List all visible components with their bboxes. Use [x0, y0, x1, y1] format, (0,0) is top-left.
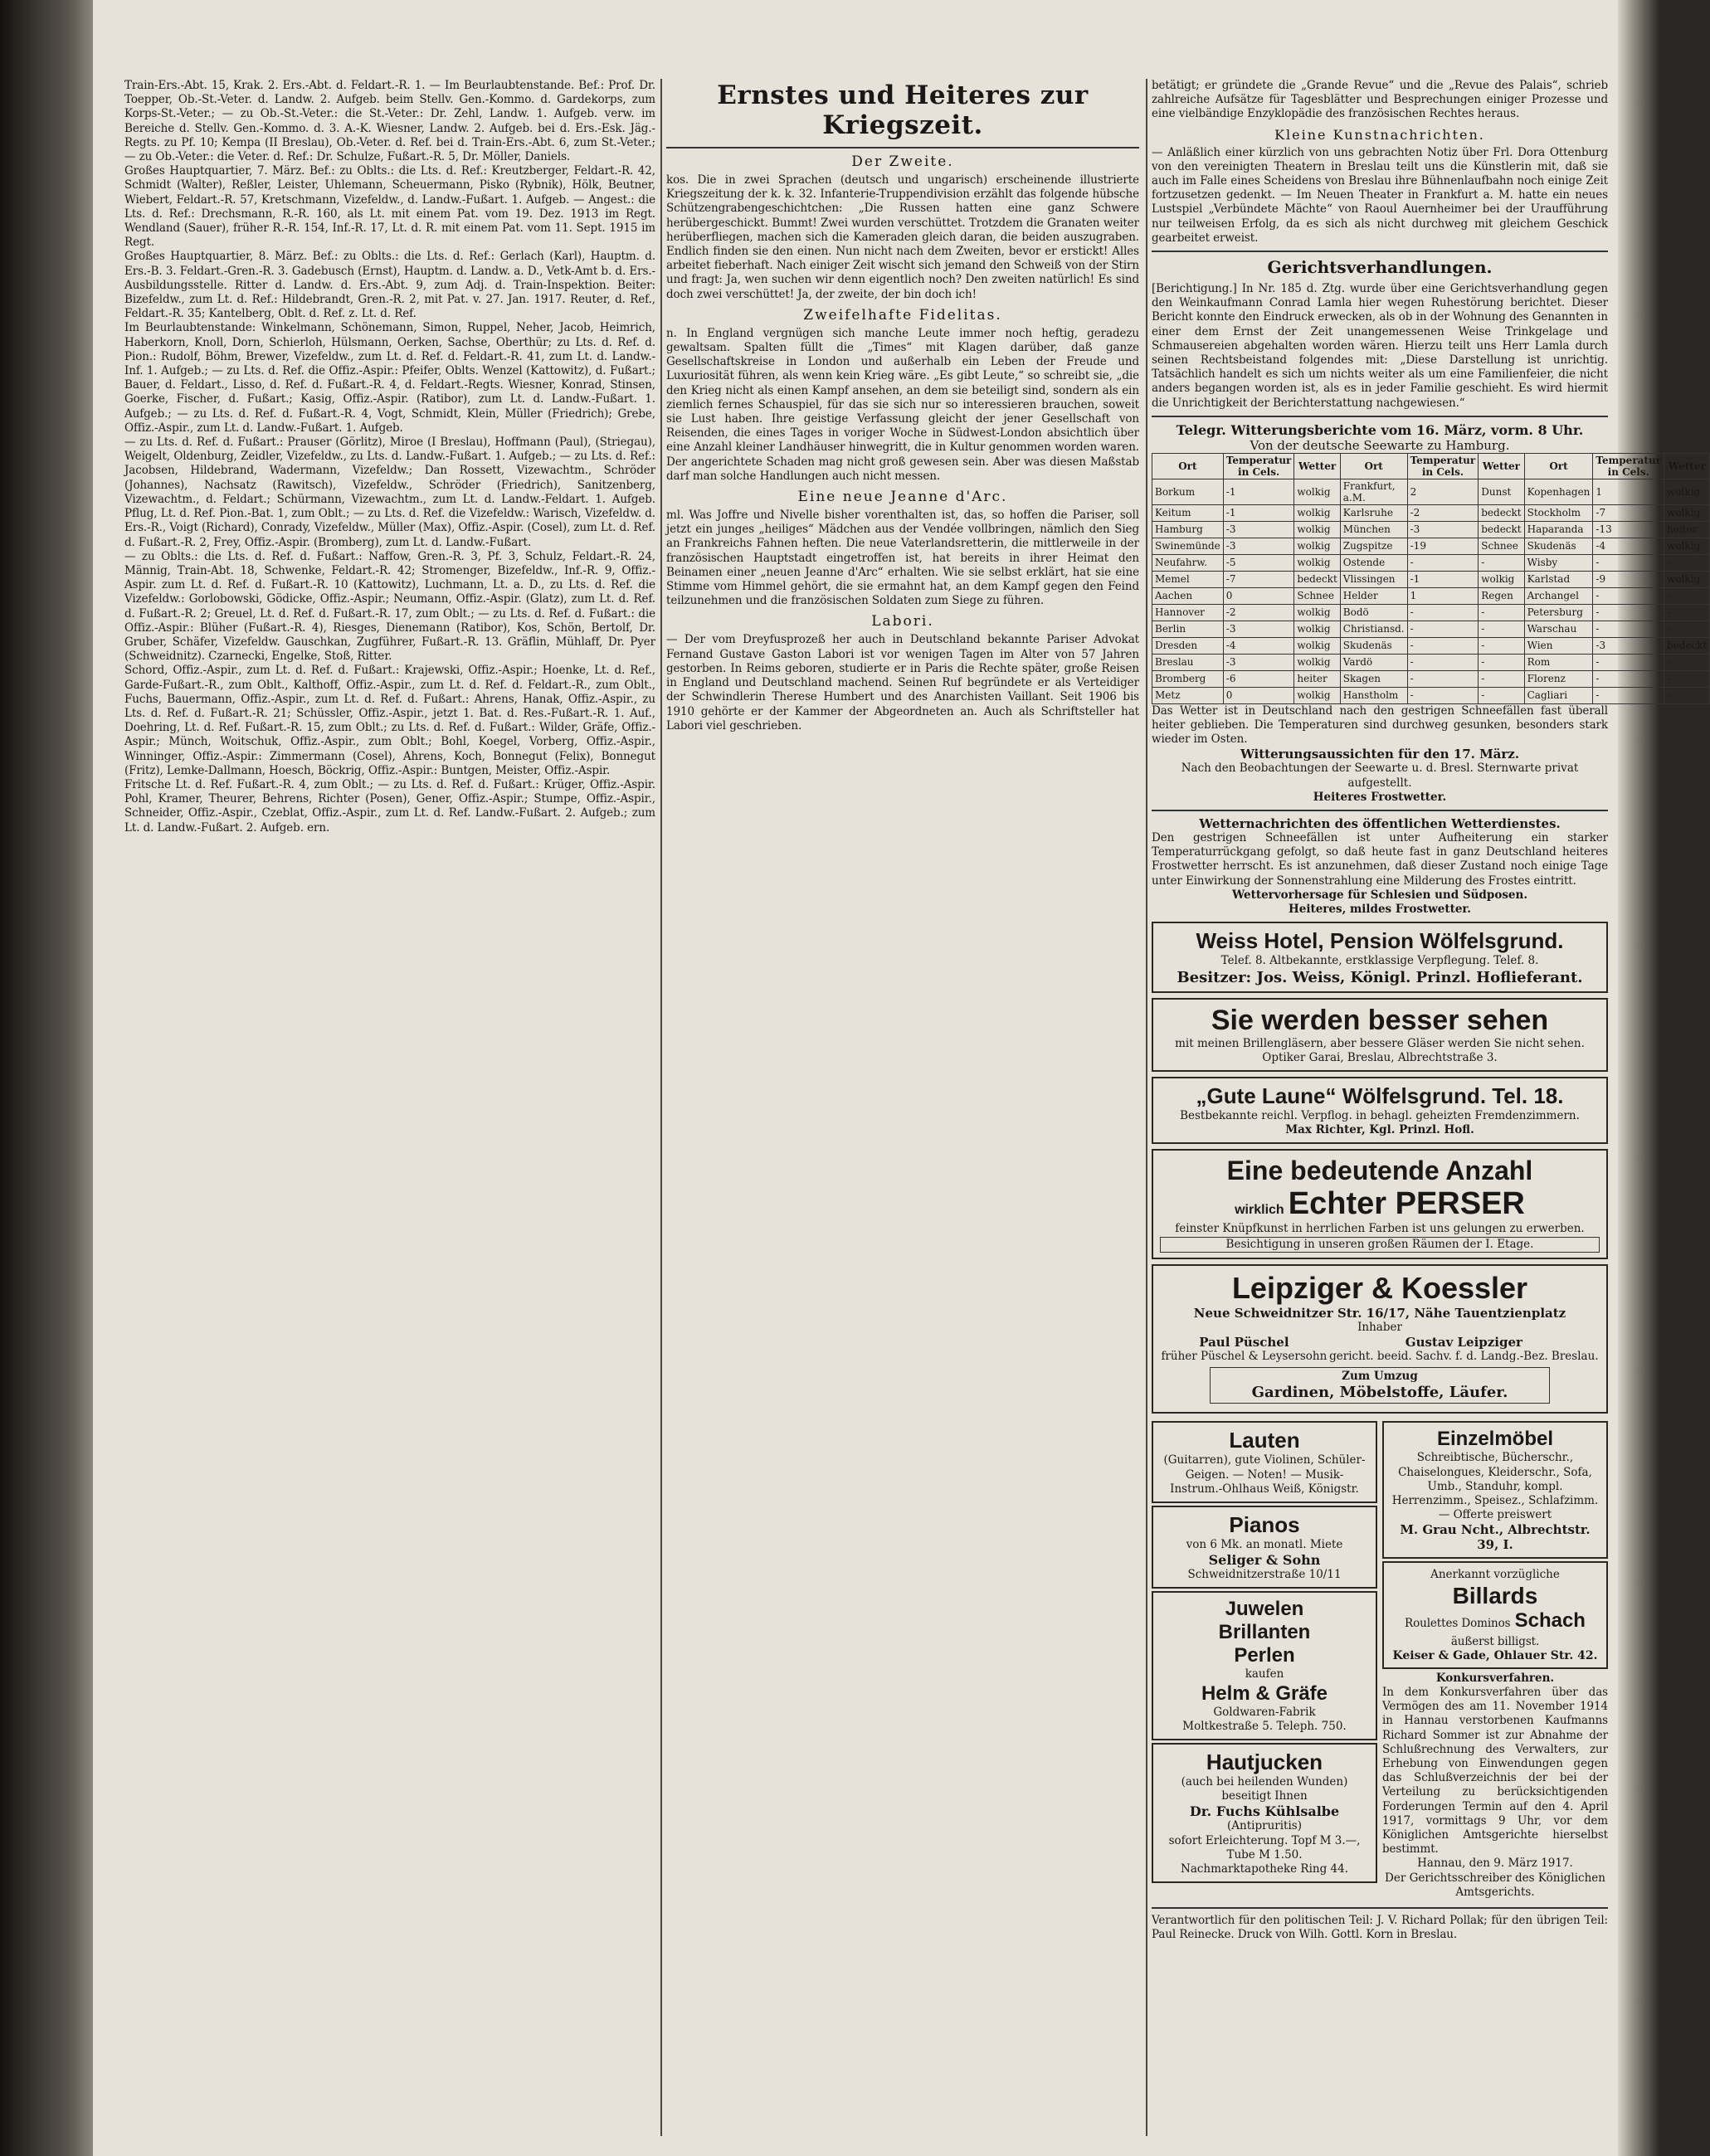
weather-cell: wolkig — [1294, 521, 1340, 538]
weather-row — [1152, 637, 1710, 654]
weather-cell: München — [1340, 521, 1407, 538]
weather-cell: Haparanda — [1524, 521, 1593, 538]
weather-row — [1152, 670, 1710, 687]
weather-cell: heiter — [1294, 670, 1340, 687]
weather-cell: Wisby — [1524, 554, 1593, 571]
weather-cell: Rom — [1524, 654, 1593, 670]
ad-title: Pianos — [1229, 1511, 1300, 1537]
col-header: Temperatur in Cels. — [1407, 453, 1479, 479]
ad-title: Hautjucken — [1206, 1749, 1323, 1774]
weather-report — [1152, 421, 1708, 917]
ad-billards — [1382, 1561, 1608, 1668]
weather-cell: Dresden — [1152, 637, 1224, 654]
ad-lauten — [1152, 1421, 1377, 1503]
weather-cell: Skudenäs — [1340, 637, 1407, 654]
ad-optiker — [1152, 998, 1608, 1072]
weather-cell: Regen — [1479, 587, 1524, 604]
weather-cell: 1 — [1593, 479, 1664, 504]
weather-cell: Hanstholm — [1340, 687, 1407, 703]
weather-cell: wolkig — [1664, 538, 1710, 554]
ad-line: Nachmarktapotheke Ring 44. — [1181, 1862, 1348, 1876]
weather-cell: Skudenäs — [1524, 538, 1593, 554]
weather-cell: - — [1407, 554, 1479, 571]
ad-title: Leipziger & Koessler — [1231, 1270, 1528, 1305]
ad-title: Sie werden besser sehen — [1211, 1004, 1549, 1036]
weather-cell: Vardö — [1340, 654, 1407, 670]
weather-cell: - — [1479, 654, 1524, 670]
weather-cell: Wien — [1524, 637, 1593, 654]
ad-line: sofort Erleichterung. Topf M 3.—, Tube M 1.50. — [1168, 1833, 1361, 1862]
weather-cell: heiter — [1664, 521, 1710, 538]
weather-row — [1152, 521, 1710, 538]
weather-cell: bedeckt — [1294, 571, 1340, 587]
weather-cell: Archangel — [1524, 587, 1593, 604]
weather-row — [1152, 621, 1710, 637]
section-text: — Der vom Dreyfusprozeß her auch in Deutschland bekannte Pariser Advokat Fernand Gustave Gaston Labori ist vor wenigen Tagen im Alter von 57 Jahren gestorben. In Reims geboren, studierte er in Paris die Rechte später, große Reisen in England und Deutschland machend. Seinen Ruf begründete er als Verteidiger der Schwindlerin Therese Humbert und des Anarchisten Vaillant. Seit 1906 bis 1910 gehörte er der Kammer der Abgeordneten an. Auch als Schriftsteller hat Labori viel geschrieben. — [666, 633, 1139, 732]
weather-cell: Karlstad — [1524, 571, 1593, 587]
weather-row — [1152, 554, 1710, 571]
weather-row — [1152, 604, 1710, 621]
right-column — [1152, 79, 1708, 2140]
book-edge-right — [1618, 0, 1659, 2156]
ad-box — [1210, 1367, 1550, 1404]
col-header: Temperatur in Cels. — [1593, 453, 1664, 479]
weather-service-title: Wetternachrichten des öffentlichen Wetterdienstes. — [1199, 816, 1561, 832]
ad-title: Weiss Hotel, Pension Wölfelsgrund. — [1196, 928, 1564, 954]
divider — [666, 147, 1139, 148]
weather-header-row — [1152, 453, 1710, 479]
ad-hautjucken — [1152, 1743, 1377, 1883]
forecast-sub: Nach den Beobachtungen der Seewarte u. d. Bresl. Sternwarte privat aufgestellt. — [1181, 762, 1579, 790]
section-text: [Berichtigung.] In Nr. 185 d. Ztg. wurde über eine Gerichtsverhandlung gegen den Weinkaufmann Conrad Lamla hier wegen Ruhestörung berichtet. Dieser Bericht konnte den Eindruck erwecken, als ob in der Wohnung des Genannten in einer dem Ernst der Zeit unangemessenen Weise Trinkgelage und Schmausereien abgehalten worden wären. Hierzu teilt uns Herr Lamla durch seinen Rechtsbeistand folgendes mit: „Diese Darstellung ist unrichtig. Tatsächlich handelt es sich um nichts weiter als um eine Familienfeier, die nicht anders begangen worden ist, als es in jeder Familie geschieht. Es wird hiermit die Unrichtigkeit der Berichterstattung nachgewiesen.“ — [1152, 282, 1608, 410]
column-rule-2 — [1146, 79, 1147, 2136]
col-header: Wetter — [1294, 453, 1340, 479]
weather-cell: - — [1664, 554, 1710, 571]
weather-cell: -3 — [1223, 621, 1294, 637]
weather-cell: 2 — [1407, 479, 1479, 504]
weather-cell: - — [1593, 621, 1664, 637]
weather-cell: - — [1664, 621, 1710, 637]
section-title: Gerichtsverhandlungen. — [1267, 257, 1493, 278]
left-column-personnel-notices — [124, 79, 655, 2140]
weather-cell: Berlin — [1152, 621, 1224, 637]
weather-cell: Petersburg — [1524, 604, 1593, 621]
weather-cell: wolkig — [1294, 637, 1340, 654]
divider — [1152, 810, 1608, 811]
weather-cell: -2 — [1223, 604, 1294, 621]
ad-line: (Guitarren), gute Violinen, Schüler-Geigen. — Noten! — Musik-Instrum.-Ohlhaus Weiß, Königstr. — [1163, 1453, 1366, 1496]
weather-cell: Hamburg — [1152, 521, 1224, 538]
ad-line: M. Grau Ncht., Albrechtstr. 39, I. — [1400, 1522, 1591, 1553]
ad-line: Schach — [1514, 1608, 1586, 1632]
notice-date: Hannau, den 9. März 1917. — [1417, 1857, 1573, 1871]
ad-line: (Antipruritis) — [1227, 1819, 1302, 1833]
weather-cell: Zugspitze — [1340, 538, 1407, 554]
weather-cell: Memel — [1152, 571, 1224, 587]
weather-cell: bedeckt — [1479, 521, 1524, 538]
weather-cell: - — [1664, 670, 1710, 687]
feuilleton-headline: Ernstes und Heiteres zur Kriegszeit. — [717, 80, 1089, 140]
notice-paragraph: Train-Ers.-Abt. 15, Krak. 2. Ers.-Abt. d. Feldart.-R. 1. — Im Beurlaubtenstande. Bef.: Prof. Dr. Toepper, Ob.-St.-Veter. d. Landw. 2. Aufgeb. beim Stellv. Gen.-Kommo. d. Gardekorps, zum Korps-St.-Veter.; — zu Ob.-St.-Veter.: die St.-Veter.: Dr. Zehl, Landw. 1. Aufgeb. verw. im Bereiche d. Stellv. Gen.-Kommo. d. 3. A.-K. Wiesner, Landw. 2. Aufgeb. bei d. Ers.-Esk. Jäg.-Regts. zu Pf. 10; Kempa (II Breslau), Ob.-Veter. d. Ref. bei d. Train-Ers.-Abt. 6, zum St.-Veter.; — zu Ob.-Veter.: die Veter. d. Ref.: Dr. Schulze, Fußart.-R. 5, Dr. Möller, Daniels. — [124, 79, 655, 164]
weather-cell: Neufahrw. — [1152, 554, 1224, 571]
regional-forecast-title: Wettervorhersage für Schlesien und Südposen. — [1231, 888, 1528, 902]
notice-paragraph: Großes Hauptquartier, 7. März. Bef.: zu Oblts.: die Lts. d. Ref.: Kreutzberger, Feldart.-R. 42, Schmidt (Walter), Reßler, Leister, Uhlemann, Scheuermann, Pisko (Rybnik), Hölk, Beutner, Wiebert, Feldart.-R. 57, Kretschmann, Vizefeldw., d. Landw.-Fußart. 1. Aufgeb. — Angest.: die Lts. d. Ref.: Drechsmann, R.-R. 160, als Lt. mit einem Pat. vom 19. Dez. 1913 im Regt. Wendland (Sauer), früher R.-R. 154, Inf.-R. 17, Lt. d. R. mit einem Pat. vom 11. Sept. 1915 im Regt. — [124, 164, 655, 250]
weather-cell: -3 — [1223, 521, 1294, 538]
ad-line: Zum Umzug — [1342, 1370, 1418, 1384]
ad-line: Dr. Fuchs Kühlsalbe — [1189, 1803, 1340, 1820]
weather-row — [1152, 687, 1710, 703]
weather-cell: -13 — [1593, 521, 1664, 538]
weather-cell: Bromberg — [1152, 670, 1224, 687]
ad-line: Schreibtische, Bücherschr., Chaiselongues, Kleiderschr., Sofa, Umb., Standuhr, kompl. Herrenzimm., Speisez., Schlafzimm. — Offerte preiswert — [1391, 1451, 1599, 1522]
weather-cell: -3 — [1223, 538, 1294, 554]
ad-line: von 6 Mk. an monatl. Miete — [1186, 1537, 1343, 1551]
weather-cell: - — [1407, 604, 1479, 621]
ad-line: Inhaber — [1357, 1320, 1402, 1334]
ad-weiss-hotel — [1152, 922, 1608, 992]
weather-cell: - — [1407, 670, 1479, 687]
weather-cell: 1 — [1407, 587, 1479, 604]
weather-cell: - — [1664, 604, 1710, 621]
ad-line-combined — [1160, 1186, 1600, 1222]
weather-cell: wolkig — [1294, 554, 1340, 571]
notice-paragraph: Im Beurlaubtenstande: Winkelmann, Schönemann, Simon, Ruppel, Neher, Jacob, Heimrich, Haberkorn, Knoll, Dorn, Schierloh, Hülsmann, Oerken, Sachse, Oberthür; zu Lts. d. Ref. d. Pion.: Rudolf, Böhm, Brewer, Vizefeldw., zum Lt. d. Ref. d. Feldart.-R. 41, zum Lt. d. Landw.-Inf. 1. Aufgeb.; — zu Lts. d. Ref. die Offiz.-Aspir.: Pfeifer, Oblts. Wenzel (Kattowitz), d. Fußart.; Bauer, d. Feldart., Lisso, d. Ref. d. Fußart.-R. 4, d. Feldart.-Regts. Wiesner, Konrad, Stinsen, Goerke, Fischer, d. Fußart.; Kasig, Offiz.-Aspir. (Ratibor), zum Lt. d. Landw.-Fußart. 1. Aufgeb.; — zu Lts. d. Ref. d. Fußart.-R. 4, Vogt, Schmidt, Klein, Müller (Friedrich); Grebe, Offiz.-Aspir., zum Lt. d. Landw.-Fußart. 1. Aufgeb. — [124, 321, 655, 435]
col-header: Ort — [1524, 453, 1593, 479]
weather-cell: - — [1479, 670, 1524, 687]
weather-cell: -3 — [1407, 521, 1479, 538]
weather-cell: - — [1479, 604, 1524, 621]
imprint: Verantwortlich für den politischen Teil: J. V. Richard Pollak; für den übrigen Teil: Paul Reinecke. Druck von Wilh. Gottl. Korn in Breslau. — [1152, 1914, 1608, 1942]
weather-cell: -1 — [1223, 504, 1294, 521]
weather-cell: Christiansd. — [1340, 621, 1407, 637]
legal-notice — [1382, 1672, 1608, 1900]
ad-title: „Gute Laune“ Wölfelsgrund. Tel. 18. — [1196, 1083, 1564, 1108]
weather-cell: wolkig — [1294, 687, 1340, 703]
ad-stack-right — [1382, 1419, 1608, 1902]
weather-cell: Helder — [1340, 587, 1407, 604]
ad-line: Optiker Garai, Breslau, Albrechtstraße 3. — [1262, 1050, 1498, 1064]
weather-cell: - — [1593, 604, 1664, 621]
ad-title: Lauten — [1229, 1428, 1300, 1453]
ad-line: Eine bedeutende Anzahl — [1226, 1156, 1533, 1186]
weather-cell: Kopenhagen — [1524, 479, 1593, 504]
section-text: n. In England vergnügen sich manche Leute immer noch heftig, geradezu gewaltsam. Spalten füllt die „Times“ mit Klagen darüber, daß ganze Gesellschaftskreise in London und außerhalb ein Leben der Freude und Luxuriosität führen, als wenn kein Krieg wäre. „Es gibt Leute,“ so schreibt sie, „die den Krieg nicht als einen Kampf ansehen, an dem sie beteiligt sind, sondern als ein ziemlich fernes Schauspiel, für das sie sich nur so interessieren brauchen, soweit sie Lust haben. Ihre geistige Verfassung gleicht der jener Gesellschaft von Reisenden, die eines Tages in voriger Woche in Südwest-London absichtlich über eine Anzahl kleiner Landhäuser hinwegritt, die in Kultur genommen worden waren. Der angerichtete Schaden mag nicht groß gewesen sein. Aber was diesen Maßstab darf man solche Handlungen auch nicht messen. — [666, 326, 1139, 483]
weather-cell: -2 — [1407, 504, 1479, 521]
ad-line: gericht. beeid. Sachv. f. d. Landg.-Bez. Breslau. — [1329, 1349, 1599, 1363]
weather-cell: wolkig — [1294, 538, 1340, 554]
ad-gute-laune — [1152, 1077, 1608, 1144]
regional-forecast-value: Heiteres, mildes Frostwetter. — [1288, 903, 1471, 917]
ad-line: Anerkannt vorzügliche — [1430, 1568, 1560, 1582]
ad-line: Seliger & Sohn — [1208, 1552, 1321, 1569]
col-header: Ort — [1340, 453, 1407, 479]
weather-cell: -6 — [1223, 670, 1294, 687]
weather-cell: Hannover — [1152, 604, 1224, 621]
ad-einzelmoebel — [1382, 1421, 1608, 1559]
weather-cell: - — [1479, 637, 1524, 654]
weather-cell: Cagliari — [1524, 687, 1593, 703]
weather-cell: - — [1407, 687, 1479, 703]
weather-cell: - — [1479, 554, 1524, 571]
weather-cell: Frankfurt, a.M. — [1340, 479, 1407, 504]
ad-line: kaufen — [1245, 1667, 1284, 1681]
ad-line: wirklich — [1235, 1203, 1284, 1218]
ad-title: Billards — [1452, 1582, 1538, 1608]
weather-cell: wolkig — [1294, 504, 1340, 521]
weather-cell: bedeckt — [1664, 637, 1710, 654]
weather-cell: wolkig — [1664, 479, 1710, 504]
weather-cell: - — [1664, 587, 1710, 604]
col-header: Wetter — [1664, 453, 1710, 479]
weather-cell: - — [1593, 587, 1664, 604]
weather-cell: 0 — [1223, 587, 1294, 604]
weather-cell: -7 — [1593, 504, 1664, 521]
section-text: kos. Die in zwei Sprachen (deutsch und ungarisch) erscheinende illustrierte Kriegszeitung der k. k. 32. Infanterie-Truppendivision erzählt das folgende hübsche Schützengrabengeschichtchen: „Die Russen hatten eine ganz Schwere herübergeschickt. Bummt! Zwei wurden verschüttet. Trotzdem die Granaten weiter herüberfliegen, machen sich die Kameraden gleich daran, die beiden auszugraben. Endlich finden sie den einen. Nun nicht nach dem Zweiten, bevor er erstickt! Alles arbeitet fieberhaft. Nach einiger Zeit wischt sich jemand den Schweiß von der Stirn und fragt: Ja, wen suchen wir denn eigentlich noch? Den zweiten natürlich! Es sind doch zwei verschüttet! Ja, der zweite, der bin doch ich! — [666, 173, 1139, 301]
ad-line: Paul Püschel — [1199, 1334, 1289, 1350]
weather-row — [1152, 587, 1710, 604]
ad-line: Telef. 8. Altbekannte, erstklassige Verpflegung. Telef. 8. — [1220, 954, 1539, 968]
weather-cell: Bodö — [1340, 604, 1407, 621]
weather-cell: Schnee — [1294, 587, 1340, 604]
weather-cell: -7 — [1223, 571, 1294, 587]
weather-cell: -4 — [1593, 538, 1664, 554]
section-text: ml. Was Joffre und Nivelle bisher vorenthalten ist, das, so hoffen die Pariser, soll jetzt ein junges „heiliges“ Mädchen aus der Vendée vollbringen, nämlich den Sieg an Frankreichs Fahnen heften. Die neue Vaterlandsretterin, die mittlerweile in der französischen Hauptstadt eingetroffen ist, hat bereits in ihrer Heimat den Beinamen einer „neuen Jeanne d'Arc“ erhalten. Wie sie selbst erklärt, hat sie eine Stimme vom Himmel gehört, die sie ermahnt hat, an dem Kampf gegen den Feind teilzunehmen und die französischen Soldaten zum Siege zu führen. — [666, 509, 1139, 608]
weather-row — [1152, 504, 1710, 521]
book-spine-left — [0, 0, 93, 2156]
ad-juwelen — [1152, 1591, 1377, 1740]
continuation-text: betätigt; er gründete die „Grande Revue“ und die „Revue des Palais“, schrieb zahlreiche Aufsätze für Tagesblätter und Besprechungen einiger Prozesse und eine vielbändige Enzyklopädie des französischen Rechtes heraus. — [1152, 79, 1608, 121]
weather-cell: wolkig — [1479, 571, 1524, 587]
weather-cell: - — [1593, 654, 1664, 670]
ad-line: Juwelen — [1225, 1598, 1304, 1621]
ad-line: Neue Schweidnitzer Str. 16/17, Nähe Tauentzienplatz — [1193, 1305, 1566, 1321]
ad-owner-2 — [1329, 1335, 1598, 1364]
notice-paragraph: Schord, Offiz.-Aspir., zum Lt. d. Ref. d. Fußart.: Krajewski, Offiz.-Aspir.; Hoenke, Lt. d. Ref., Garde-Fußart.-R., zum Oblt., Kalthoff, Offiz.-Aspir., zum Lt. d. Ref. d. Feldart.-R., zum Oblt., Fuchs, Bauermann, Offiz.-Aspir., zum Lt. d. Ref. d. Fußart.: Ahrens, Hanak, Offiz.-Aspir., zu Lts. d. Ref. d. Fußart.-R. 21; Schüssler, Offiz.-Aspir., jetzt 1. Bat. d. Res.-Fußart.-R. 1. Auf., Doehring, Lt. d. Ref. Fußart.-R. 15, zum Oblt.; zu Lts. d. Ref. d. Fußart.: Wilder, Gräfe, Offiz.-Aspir.; Münch, Woitschuk, Offiz.-Aspir., zum Oblt.; Bohl, Koegel, Vorberg, Offiz.-Aspir., Winninger, Offiz.-Aspir.: Zimmermann (Cosel), Ahrens, Koch, Bonnegut (Felix), Bonnegut (Fritz), Lemke-Dallmann, Hoesch, Böckrig, Offiz.-Aspir.: Buntgen, Meister, Offiz.-Aspir. — [124, 664, 655, 777]
weather-cell: Vlissingen — [1340, 571, 1407, 587]
divider — [1152, 1907, 1608, 1909]
weather-cell: -3 — [1223, 654, 1294, 670]
forecast-title: Witterungsaussichten für den 17. März. — [1240, 747, 1520, 762]
weather-cell: - — [1664, 687, 1710, 703]
weather-row — [1152, 479, 1710, 504]
weather-cell: Stockholm — [1524, 504, 1593, 521]
ad-line: äußerst billigst. — [1450, 1634, 1540, 1648]
weather-cell: Dunst — [1479, 479, 1524, 504]
weather-row — [1152, 654, 1710, 670]
ad-line: (auch bei heilenden Wunden) beseitigt Ihnen — [1181, 1774, 1348, 1803]
weather-cell: -3 — [1593, 637, 1664, 654]
weather-cell: Schnee — [1479, 538, 1524, 554]
ad-line: Gardinen, Möbelstoffe, Läufer. — [1251, 1384, 1508, 1402]
ad-line: Moltkestraße 5. Teleph. 750. — [1182, 1719, 1347, 1733]
weather-cell: -9 — [1593, 571, 1664, 587]
ad-line: früher Püschel & Leysersohn — [1161, 1349, 1328, 1363]
weather-cell: Borkum — [1152, 479, 1224, 504]
section-title: Labori. — [871, 613, 934, 630]
weather-cell: -5 — [1223, 554, 1294, 571]
weather-cell: Ostende — [1340, 554, 1407, 571]
weather-cell: Swinemünde — [1152, 538, 1224, 554]
weather-cell: Skagen — [1340, 670, 1407, 687]
weather-cell: - — [1593, 554, 1664, 571]
ad-line: Bestbekannte reichl. Verpflog. in behagl. geheizten Fremdenzimmern. — [1180, 1108, 1580, 1122]
column-rule-1 — [660, 79, 662, 2136]
col-header: Ort — [1152, 453, 1224, 479]
divider — [1152, 251, 1608, 252]
weather-cell: bedeckt — [1479, 504, 1524, 521]
weather-cell: wolkig — [1664, 571, 1710, 587]
section-title: Eine neue Jeanne d'Arc. — [797, 489, 1008, 506]
ad-line: mit meinen Brillengläsern, aber bessere Gläser werden Sie nicht sehen. — [1175, 1036, 1585, 1050]
weather-cell: - — [1407, 621, 1479, 637]
ad-line: Goldwaren-Fabrik — [1213, 1705, 1316, 1719]
ad-line: Perlen — [1234, 1644, 1295, 1667]
notice-title: Konkursverfahren. — [1435, 1671, 1555, 1685]
ad-line: Helm & Gräfe — [1201, 1681, 1328, 1705]
weather-subtitle: Von der deutsche Seewarte zu Hamburg. — [1250, 437, 1510, 453]
notice-paragraph: — zu Lts. d. Ref. d. Fußart.: Prauser (Görlitz), Miroe (I Breslau), Hoffmann (Paul), (Striegau), Weigelt, Oldenburg, Zeidler, Vizefeldw., zu Lts. d. Landw.-Fußart. 1. Aufgeb.; — zu Lts. d. Ref.: Jacobsen, Hildebrand, Wadermann, Vizefeldw.; Dan Rossett, Vizewachtm., Schröder (Johannes), Nachsatz (Rawitsch), Vizefeldw., Schröder (Friedrich), Sanitzenberg, Vizewachtm., d. Feldart.; Schürmann, Vizewachtm., zum Lt. d. Landw.-Feldart. 1. Aufgeb. Pflug, Lt. d. Ref. Pion.-Bat. 1, zum Oblt.; — zu Lts. d. Ref. die Vizefeldw.: Warisch, Vizefeldw. d. Ers.-R., Voigt (Richard), Conrady, Vizefeldw., Müller (Max), Offiz.-Aspir. (Cosel), zum Lt. d. Ref. d. Fußart.-R. 2, Frey, Offiz.-Aspir. (Bromberg), zum Lt. d. Landw.-Fußart. — [124, 436, 655, 549]
divider — [1152, 416, 1608, 417]
weather-row — [1152, 571, 1710, 587]
ad-owners — [1160, 1335, 1600, 1364]
ad-line: Echter PERSER — [1288, 1186, 1525, 1222]
weather-title: Telegr. Witterungsberichte vom 16. März, vorm. 8 Uhr. — [1176, 421, 1584, 438]
section-title: Zweifelhafte Fidelitas. — [803, 306, 1002, 324]
ad-line: Besichtigung in unseren großen Räumen der I. Etage. — [1160, 1237, 1600, 1253]
weather-cell: wolkig — [1294, 479, 1340, 504]
weather-cell: -1 — [1407, 571, 1479, 587]
notice-paragraph: Fritsche Lt. d. Ref. Fußart.-R. 4, zum Oblt.; — zu Lts. d. Ref. d. Fußart.: Krüger, Offiz.-Aspir. Pohl, Kramer, Theurer, Behrens, Richter (Posen), Gener, Offiz.-Aspir.; Stumpe, Offiz.-Aspir., Schneider, Offiz.-Aspir., Czeblat, Offiz.-Aspir., zum Lt. d. Ref. Landw.-Fußart. 2. Aufgeb.; zum Lt. d. Landw.-Fußart. 2. Aufgeb. ern. — [124, 777, 655, 835]
weather-row — [1152, 538, 1710, 554]
notice-paragraph: — zu Oblts.: die Lts. d. Ref. d. Fußart.: Naffow, Gren.-R. 3, Pf. 3, Schulz, Feldart.-R. 24, Männig, Train-Abt. 18, Schwenke, Feldart.-R. 42; Stromenger, Bizefeldw., Inf.-R. 9, Offiz.-Aspir. zum Lt. d. Ref. d. Fußart.-R. 10 (Kattowitz), Luchmann, Lt. a. D., zu Lts. d. Ref. die Vizefeldw.: Gorlobowski, Gödicke, Offiz.-Aspir.; Neumann, Offiz.-Aspir. (Glatz), zum Lt. d. Ref. d. Fußart.-R. 2; Greuel, Lt. d. Ref. d. Fußart.-R. 17, zum Oblt.; — zu Lts. d. Ref. d. Fußart.: die Offiz.-Aspir.: Blüher (Fußart.-R. 4), Riesges, Dienemann (Ratibor), Kos, Schön, Bertolf, Dr. Gruber, Schäfer, Vizefeldw. Gauschkan, Zugführer, Fußart.-R. 13. Gräflin, Mühlaff, Dr. Pyer (Schweidnitz). Czarnecki, Engelke, Stoß, Ritter. — [124, 549, 655, 664]
ad-line: Gustav Leipziger — [1405, 1334, 1522, 1350]
weather-cell: - — [1593, 670, 1664, 687]
weather-note: Das Wetter ist in Deutschland nach den gestrigen Schneefällen fast überall heiter geblieben. Die Temperaturen sind durchweg gesunken, besonders stark wieder im Osten. — [1152, 703, 1608, 747]
ad-stack-left — [1152, 1419, 1377, 1902]
ad-leipziger-koessler — [1152, 1264, 1608, 1414]
weather-cell: Aachen — [1152, 587, 1224, 604]
weather-cell: wolkig — [1294, 604, 1340, 621]
weather-cell: Breslau — [1152, 654, 1224, 670]
weather-cell: -1 — [1223, 479, 1294, 504]
middle-column-feuilleton — [666, 79, 1139, 2140]
section-title: Der Zweite. — [851, 153, 954, 170]
weather-cell: Metz — [1152, 687, 1224, 703]
ad-line: Schweidnitzerstraße 10/11 — [1187, 1568, 1342, 1582]
weather-cell: - — [1407, 637, 1479, 654]
ad-line: Brillanten — [1218, 1621, 1311, 1644]
weather-cell: Karlsruhe — [1340, 504, 1407, 521]
notice-text: In dem Konkursverfahren über das Vermögen des am 11. November 1914 in Hannau verstorbenen Kaufmanns Richard Sommer ist zur Abnahme der Schlußrechnung des Verwalters, zur Erhebung von Einwendungen gegen das Schlußverzeichnis der bei der Verteilung zu berücksichtigenden Forderungen Termin auf den 4. April 1917, vormittags 9 Uhr, vor dem Königlichen Amtsgerichte hierselbst bestimmt. — [1382, 1685, 1608, 1857]
ad-owner: Besitzer: Jos. Weiss, Königl. Prinzl. Hoflieferant. — [1177, 968, 1583, 986]
weather-cell: - — [1593, 687, 1664, 703]
ad-title: Einzelmöbel — [1436, 1428, 1554, 1451]
weather-table — [1152, 453, 1710, 704]
ad-pianos — [1152, 1506, 1377, 1589]
ad-owner: Max Richter, Kgl. Prinzl. Hofl. — [1285, 1123, 1474, 1137]
weather-service-text: Den gestrigen Schneefällen ist unter Aufheiterung ein starker Temperaturrückgang gefolgt, so daß heute fast in ganz Deutschland heiteres Frostwetter herrscht. Es ist anzunehmen, daß dieser Zustand noch einige Tage unter Einwirkung der Sonnenstrahlung eine Milderung des Frostes eintritt. — [1152, 831, 1608, 888]
weather-cell: Warschau — [1524, 621, 1593, 637]
section-text: — Anläßlich einer kürzlich von uns gebrachten Notiz über Frl. Dora Ottenburg von den vereinigten Theatern in Breslau teilt uns die Künstlerin mit, daß sie auch im Falle eines Scheidens von Breslau ihre Bühnenlaufbahn noch einige Zeit fortzusetzen gedenkt. — Im Neuen Theater in Frankfurt a. M. hatte ein neues Lustspiel „Verbündete Mächte“ von Raoul Auernheimer bei der Uraufführung nur teilweisen Erfolg, da es sich als nicht durchweg mit gleichem Geschick gearbeitet erweist. — [1152, 145, 1608, 245]
ad-perser — [1152, 1149, 1608, 1258]
weather-cell: wolkig — [1664, 504, 1710, 521]
weather-cell: wolkig — [1294, 654, 1340, 670]
weather-cell: - — [1407, 654, 1479, 670]
section-title: Kleine Kunstnachrichten. — [1274, 126, 1485, 143]
forecast-value: Heiteres Frostwetter. — [1313, 790, 1447, 804]
notice-paragraph: Großes Hauptquartier, 8. März. Bef.: zu Oblts.: die Lts. d. Ref.: Gerlach (Karl), Hauptm. d. Ers.-B. 3. Feldart.-Gren.-R. 3. Gadebusch (Ernst), Hauptm. d. Landw. a. D., Vetk-Amt b. d. Ers.-Ausbildungsstelle. Ritter d. Landw. d. Ers.-Abt. 9, zum Adj. d. Train-Inspektion. Beiter: Bizefeldw., zum Lt. d. Ref.: Hildebrandt, Gren.-R. 2, mit Pat. v. 27. Jan. 1917. Reuter, d. Ref., Feldart.-R. 35; Kantelberg, Oblt. d. Ref. z. Lt. d. Ref. — [124, 250, 655, 321]
col-header: Wetter — [1479, 453, 1524, 479]
ad-owner-1 — [1161, 1335, 1327, 1364]
ad-line: Roulettes Dominos — [1405, 1616, 1511, 1630]
ad-line-combined — [1391, 1609, 1600, 1649]
weather-cell: - — [1479, 621, 1524, 637]
weather-cell: - — [1479, 687, 1524, 703]
ad-line: feinster Knüpfkunst in herrlichen Farben ist uns gelungen zu erwerben. — [1175, 1222, 1585, 1236]
weather-cell: 0 — [1223, 687, 1294, 703]
weather-cell: wolkig — [1294, 621, 1340, 637]
weather-rows — [1152, 479, 1710, 703]
weather-cell: -4 — [1223, 637, 1294, 654]
ad-line: Keiser & Gade, Ohlauer Str. 42. — [1392, 1648, 1598, 1662]
col-header: Temperatur in Cels. — [1223, 453, 1294, 479]
weather-cell: Keitum — [1152, 504, 1224, 521]
weather-cell: Florenz — [1524, 670, 1593, 687]
weather-cell: - — [1664, 654, 1710, 670]
notice-signature: Der Gerichtsschreiber des Königlichen Amtsgerichts. — [1385, 1871, 1605, 1899]
weather-cell: -19 — [1407, 538, 1479, 554]
ad-row — [1152, 1419, 1608, 1902]
